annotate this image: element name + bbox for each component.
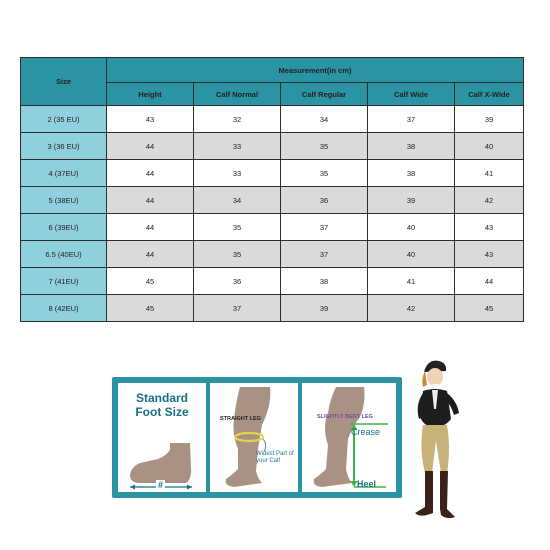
height-cell: 44 bbox=[107, 214, 194, 241]
table-row bbox=[21, 268, 524, 295]
height-cell: 44 bbox=[107, 187, 194, 214]
table-row bbox=[21, 241, 524, 268]
size-cell: 6.5 (40EU) bbox=[21, 241, 107, 268]
calf-regular-cell: 38 bbox=[281, 268, 368, 295]
calf-x-wide-cell: 39 bbox=[455, 106, 524, 133]
calf-regular-cell: 39 bbox=[281, 295, 368, 322]
size-cell: 5 (38EU) bbox=[21, 187, 107, 214]
calf-wide-cell: 42 bbox=[368, 295, 455, 322]
standard-title-line1: Standard bbox=[135, 391, 188, 405]
size-cell: 3 (36 EU) bbox=[21, 133, 107, 160]
size-chart-table bbox=[20, 57, 524, 322]
calf-regular-cell: 36 bbox=[281, 187, 368, 214]
bent-leg-panel bbox=[302, 383, 396, 492]
straight-leg-label: STRAIGHT LEG bbox=[220, 416, 261, 422]
calf-regular-cell: 37 bbox=[281, 214, 368, 241]
column-header-calf-regular: Calf Regular bbox=[281, 83, 368, 106]
calf-x-wide-cell: 43 bbox=[455, 241, 524, 268]
foot-length-marker: # bbox=[158, 480, 164, 490]
table-row bbox=[21, 160, 524, 187]
calf-x-wide-cell: 42 bbox=[455, 187, 524, 214]
calf-normal-cell: 35 bbox=[194, 214, 281, 241]
calf-wide-cell: 40 bbox=[368, 214, 455, 241]
calf-wide-cell: 37 bbox=[368, 106, 455, 133]
column-header-height: Height bbox=[107, 83, 194, 106]
calf-normal-cell: 33 bbox=[194, 133, 281, 160]
height-cell: 44 bbox=[107, 160, 194, 187]
table-row bbox=[21, 295, 524, 322]
heel-label: Heel bbox=[357, 479, 377, 489]
column-header-calf-wide: Calf Wide bbox=[368, 83, 455, 106]
size-cell: 7 (41EU) bbox=[21, 268, 107, 295]
calf-normal-cell: 32 bbox=[194, 106, 281, 133]
height-cell: 44 bbox=[107, 133, 194, 160]
standard-title-line2: Foot Size bbox=[135, 405, 189, 419]
column-header-calf-x-wide: Calf X-Wide bbox=[455, 83, 524, 106]
calf-wide-cell: 38 bbox=[368, 160, 455, 187]
widest-part-label: Widest Part of your Calf bbox=[256, 451, 294, 464]
table-row bbox=[21, 133, 524, 160]
calf-x-wide-cell: 41 bbox=[455, 160, 524, 187]
table-row bbox=[21, 106, 524, 133]
bent-leg-label: SLIGHTLY BENT LEG bbox=[317, 414, 373, 420]
equestrian-rider-illustration bbox=[401, 357, 471, 529]
column-header-calf-normal: Calf Normal bbox=[194, 83, 281, 106]
foot-size-panel bbox=[118, 383, 206, 492]
size-cell: 2 (35 EU) bbox=[21, 106, 107, 133]
measurement-group-header: Measurement(in cm) bbox=[107, 58, 524, 83]
crease-label: Crease bbox=[351, 427, 381, 437]
calf-normal-cell: 35 bbox=[194, 241, 281, 268]
size-cell: 8 (42EU) bbox=[21, 295, 107, 322]
size-header: Size bbox=[21, 58, 107, 106]
calf-x-wide-cell: 43 bbox=[455, 214, 524, 241]
calf-regular-cell: 35 bbox=[281, 160, 368, 187]
height-cell: 45 bbox=[107, 268, 194, 295]
table-row bbox=[21, 187, 524, 214]
calf-wide-cell: 40 bbox=[368, 241, 455, 268]
calf-regular-cell: 35 bbox=[281, 133, 368, 160]
calf-wide-cell: 41 bbox=[368, 268, 455, 295]
calf-normal-cell: 37 bbox=[194, 295, 281, 322]
calf-x-wide-cell: 40 bbox=[455, 133, 524, 160]
calf-wide-cell: 39 bbox=[368, 187, 455, 214]
height-cell: 43 bbox=[107, 106, 194, 133]
calf-normal-cell: 33 bbox=[194, 160, 281, 187]
foot-illustration bbox=[118, 383, 206, 492]
straight-leg-illustration bbox=[210, 383, 298, 492]
calf-wide-cell: 38 bbox=[368, 133, 455, 160]
size-cell: 4 (37EU) bbox=[21, 160, 107, 187]
calf-regular-cell: 34 bbox=[281, 106, 368, 133]
calf-regular-cell: 37 bbox=[281, 241, 368, 268]
height-cell: 44 bbox=[107, 241, 194, 268]
calf-x-wide-cell: 44 bbox=[455, 268, 524, 295]
table-row bbox=[21, 214, 524, 241]
bent-leg-illustration bbox=[302, 383, 396, 492]
measuring-guide-panel bbox=[112, 377, 402, 498]
calf-normal-cell: 36 bbox=[194, 268, 281, 295]
calf-x-wide-cell: 45 bbox=[455, 295, 524, 322]
calf-normal-cell: 34 bbox=[194, 187, 281, 214]
straight-leg-panel bbox=[210, 383, 298, 492]
size-cell: 6 (39EU) bbox=[21, 214, 107, 241]
height-cell: 45 bbox=[107, 295, 194, 322]
